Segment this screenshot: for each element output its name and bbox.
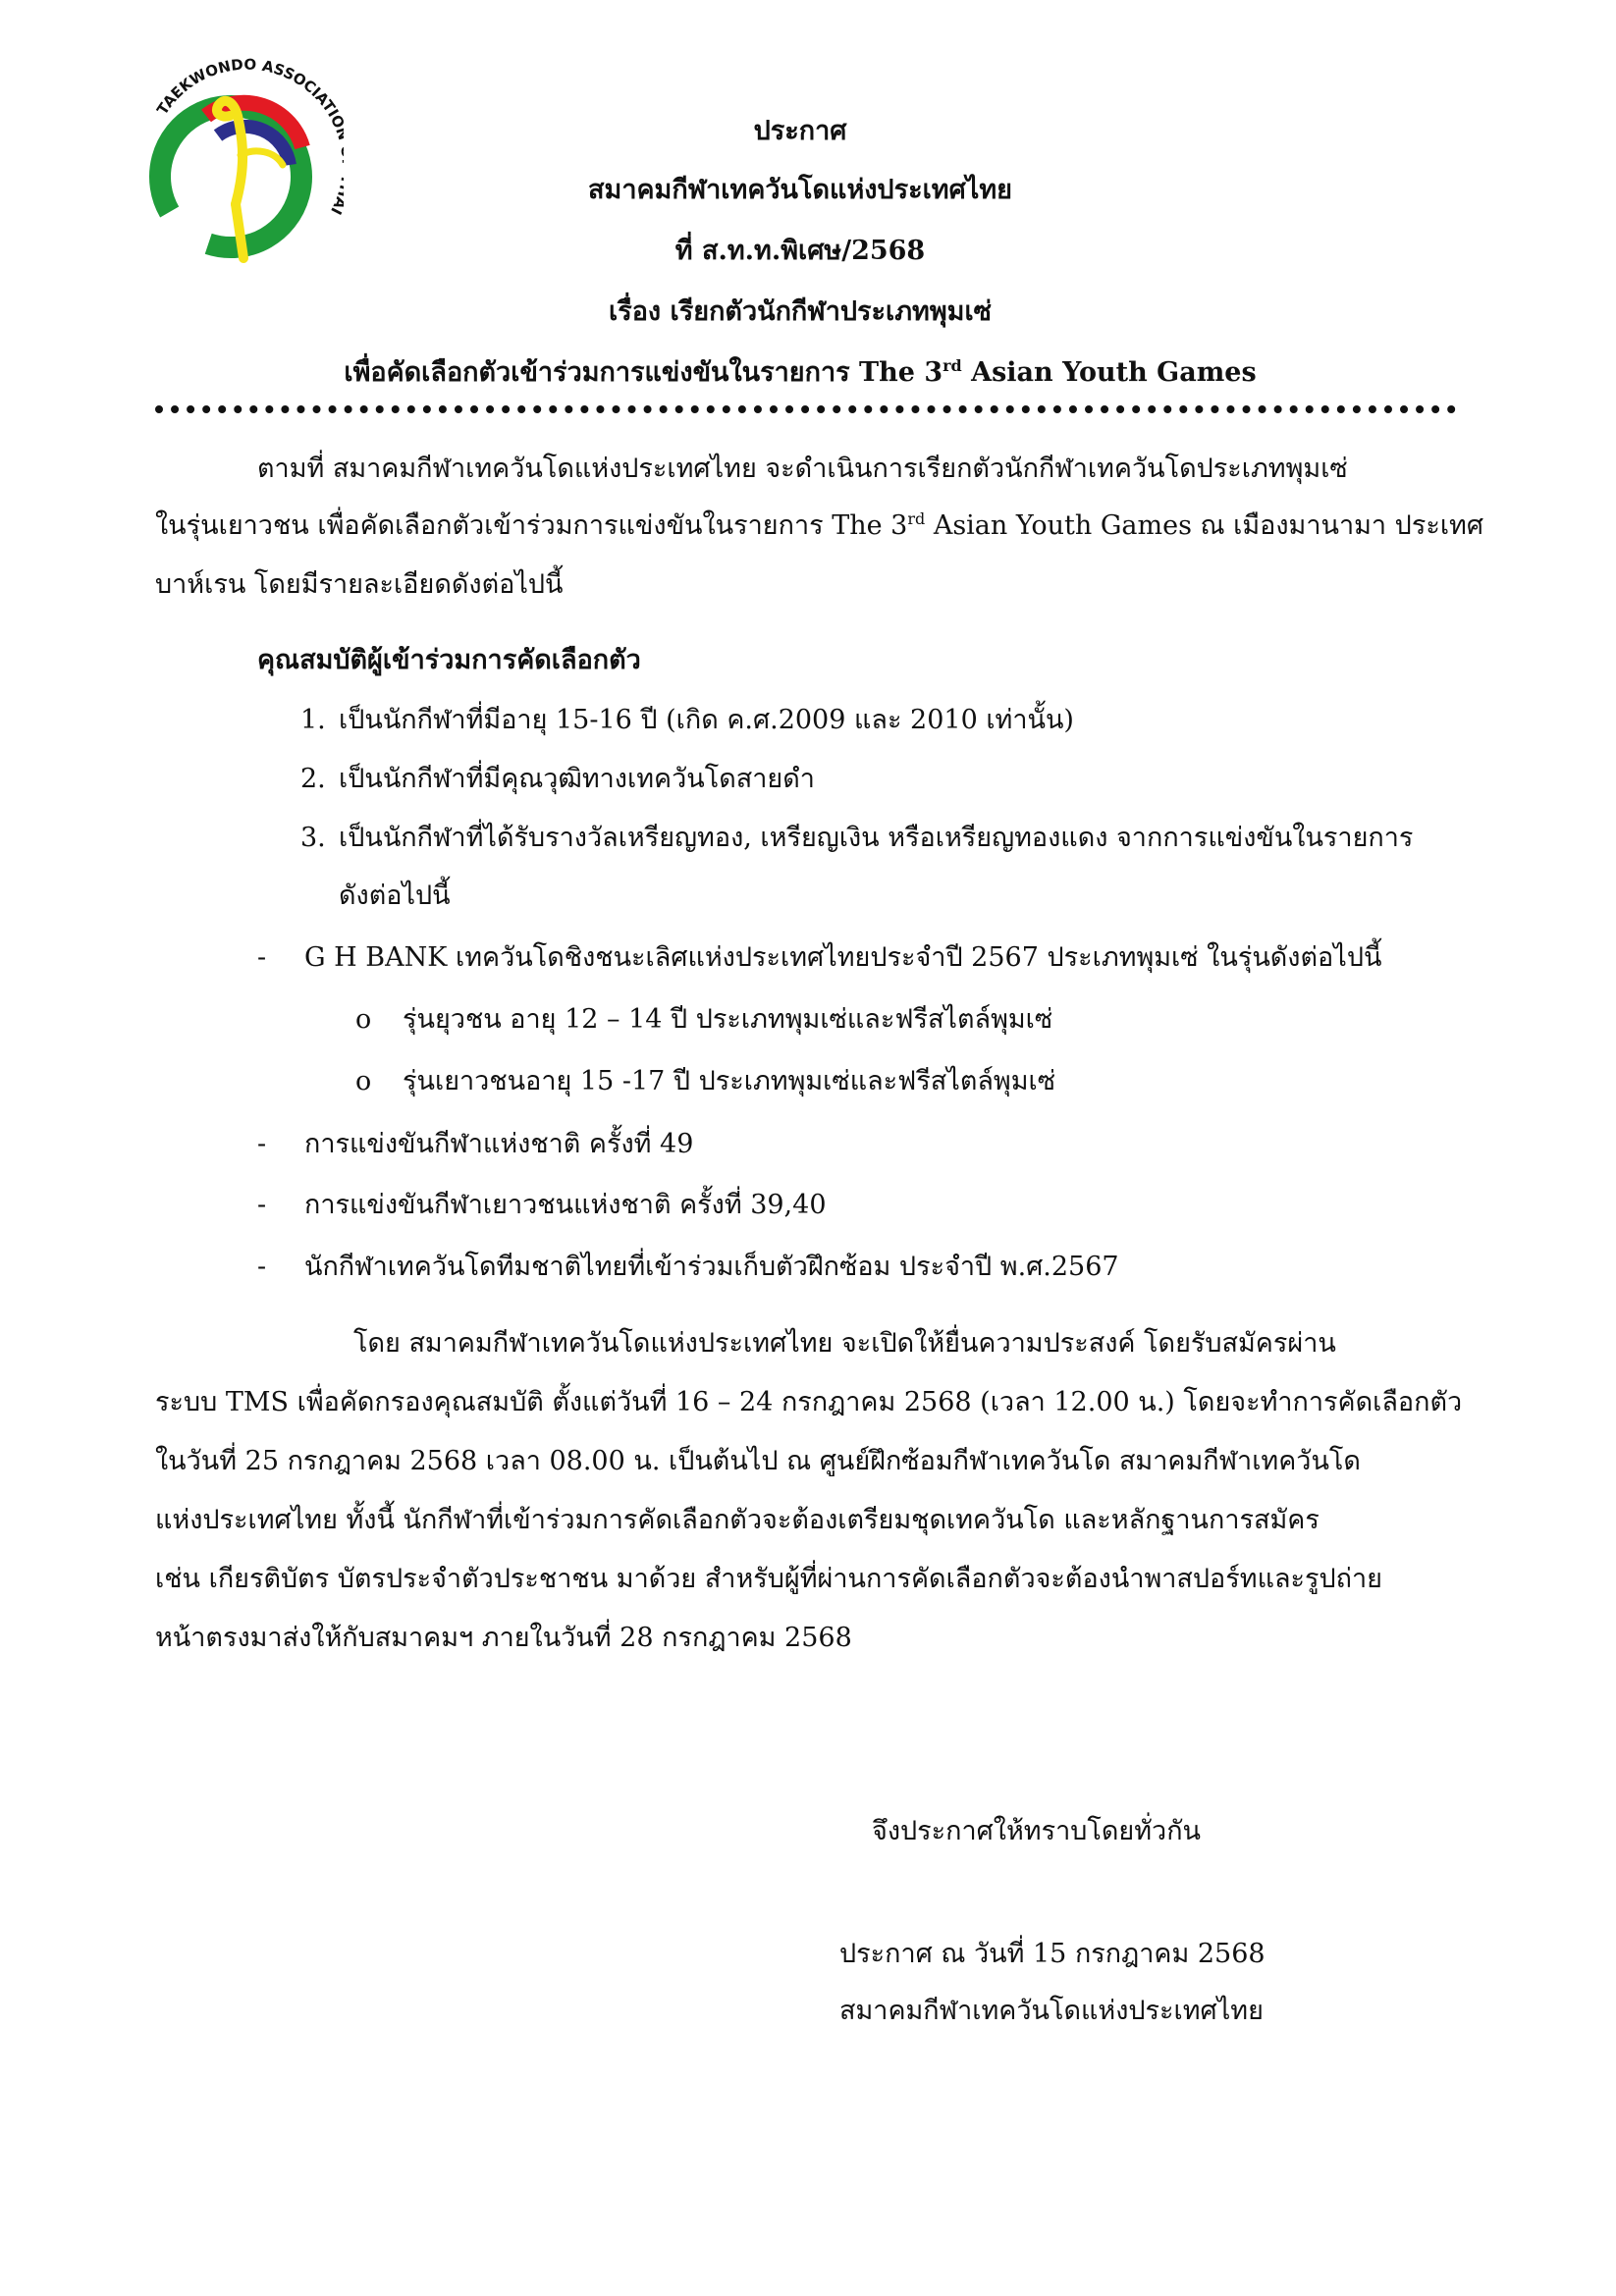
qual-item-text: เป็นนักกีฬาที่มีคุณวุฒิทางเทควันโดสายดำ xyxy=(339,764,815,794)
bullet-marker: o xyxy=(355,1004,372,1035)
competition-item: การแข่งขันกีฬาแห่งชาติ ครั้งที่ 49 xyxy=(304,1129,694,1159)
competition-sub-item: รุ่นเยาวชนอายุ 15 -17 ปี ประเภทพุมเซ่และฟรีสไตล์พุมเซ่ xyxy=(403,1066,1056,1096)
procedure-line-2: ระบบ TMS เพื่อคัดกรองคุณสมบัติ ตั้งแต่วันที่ 16 – 24 กรกฎาคม 2568 (เวลา 12.00 น.) โดยจะทำการคัดเลือกตัว xyxy=(155,1387,1463,1417)
qual-item-num: 2. xyxy=(300,764,326,794)
procedure-line-1: โดย สมาคมกีฬาเทควันโดแห่งประเทศไทย จะเปิดให้ยื่นความประสงค์ โดยรับสมัครผ่าน xyxy=(353,1328,1336,1359)
bullet-marker: o xyxy=(355,1066,372,1096)
announce-title: ประกาศ xyxy=(753,116,847,146)
org-name: สมาคมกีฬาเทควันโดแห่งประเทศไทย xyxy=(588,175,1012,205)
procedure-line-5: เช่น เกียรติบัตร บัตรประจำตัวประชาชน มาด้วย สำหรับผู้ที่ผ่านการคัดเลือกตัวจะต้องนำพาสปอร์ทและรูปถ่าย xyxy=(155,1564,1382,1594)
doc-subject: เรื่อง เรียกตัวนักกีฬาประเภทพุมเซ่ xyxy=(608,296,992,327)
qual-item-text-cont: ดังต่อไปนี้ xyxy=(339,881,451,911)
dash-marker: - xyxy=(257,1190,267,1220)
dash-marker: - xyxy=(257,1129,267,1159)
intro-line-3: บาห์เรน โดยมีรายละเอียดดังต่อไปนี้ xyxy=(155,569,564,600)
dash-marker: - xyxy=(257,1252,267,1282)
qual-item-num: 1. xyxy=(300,705,326,735)
competition-gh-bank: G H BANK เทควันโดชิงชนะเลิศแห่งประเทศไทยประจำปี 2567 ประเภทพุมเซ่ ในรุ่นดังต่อไปนี้ xyxy=(304,942,1382,973)
dash-marker: - xyxy=(257,942,267,973)
closing-date: ประกาศ ณ วันที่ 15 กรกฎาคม 2568 xyxy=(839,1939,1266,1969)
doc-number: ที่ ส.ท.ท.พิเศษ/2568 xyxy=(674,236,926,266)
intro-line-2: ในรุ่นเยาวชน เพื่อคัดเลือกตัวเข้าร่วมการแข่งขันในรายการ The 3rd Asian Youth Games ณ เมืองมานามา ประเทศ xyxy=(155,509,1483,541)
competition-item: การแข่งขันกีฬาเยาวชนแห่งชาติ ครั้งที่ 39,40 xyxy=(304,1190,827,1220)
competition-sub-item: รุ่นยุวชน อายุ 12 – 14 ปี ประเภทพุมเซ่และฟรีสไตล์พุมเซ่ xyxy=(403,1004,1053,1035)
header-divider xyxy=(155,405,1456,413)
closing-signer: สมาคมกีฬาเทควันโดแห่งประเทศไทย xyxy=(839,1996,1264,2026)
intro-line-1: ตามที่ สมาคมกีฬาเทควันโดแห่งประเทศไทย จะดำเนินการเรียกตัวนักกีฬาเทควันโดประเภทพุมเซ่ xyxy=(257,454,1348,484)
closing-notice: จึงประกาศให้ทราบโดยทั่วกัน xyxy=(872,1816,1201,1846)
qualifications-title: คุณสมบัติผู้เข้าร่วมการคัดเลือกตัว xyxy=(257,645,641,675)
competition-item: นักกีฬาเทควันโดทีมชาติไทยที่เข้าร่วมเก็บตัวฝึกซ้อม ประจำปี พ.ศ.2567 xyxy=(304,1252,1119,1282)
qual-item-text: เป็นนักกีฬาที่ได้รับรางวัลเหรียญทอง, เหรียญเงิน หรือเหรียญทองแดง จากการแข่งขันในรายการ xyxy=(339,823,1414,853)
procedure-line-3: ในวันที่ 25 กรกฎาคม 2568 เวลา 08.00 น. เป็นต้นไป ณ ศูนย์ฝึกซ้อมกีฬาเทควันโด สมาคมกีฬาเทควันโด xyxy=(155,1446,1361,1476)
procedure-line-6: หน้าตรงมาส่งให้กับสมาคมฯ ภายในวันที่ 28 กรกฎาคม 2568 xyxy=(155,1623,852,1653)
logo-text: TAEKWONDO ASSOCIATI I xyxy=(153,57,344,218)
procedure-line-4: แห่งประเทศไทย ทั้งนี้ นักกีฬาที่เข้าร่วมการคัดเลือกตัวจะต้องเตรียมชุดเทควันโด และหลักฐานการสมัคร xyxy=(155,1505,1320,1535)
qual-item-text: เป็นนักกีฬาที่มีอายุ 15-16 ปี (เกิด ค.ศ.2009 และ 2010 เท่านั้น) xyxy=(339,705,1074,735)
qual-item-num: 3. xyxy=(300,823,326,853)
doc-purpose: เพื่อคัดเลือกตัวเข้าร่วมการแข่งขันในรายการ The 3rd Asian Youth Games xyxy=(344,356,1257,388)
